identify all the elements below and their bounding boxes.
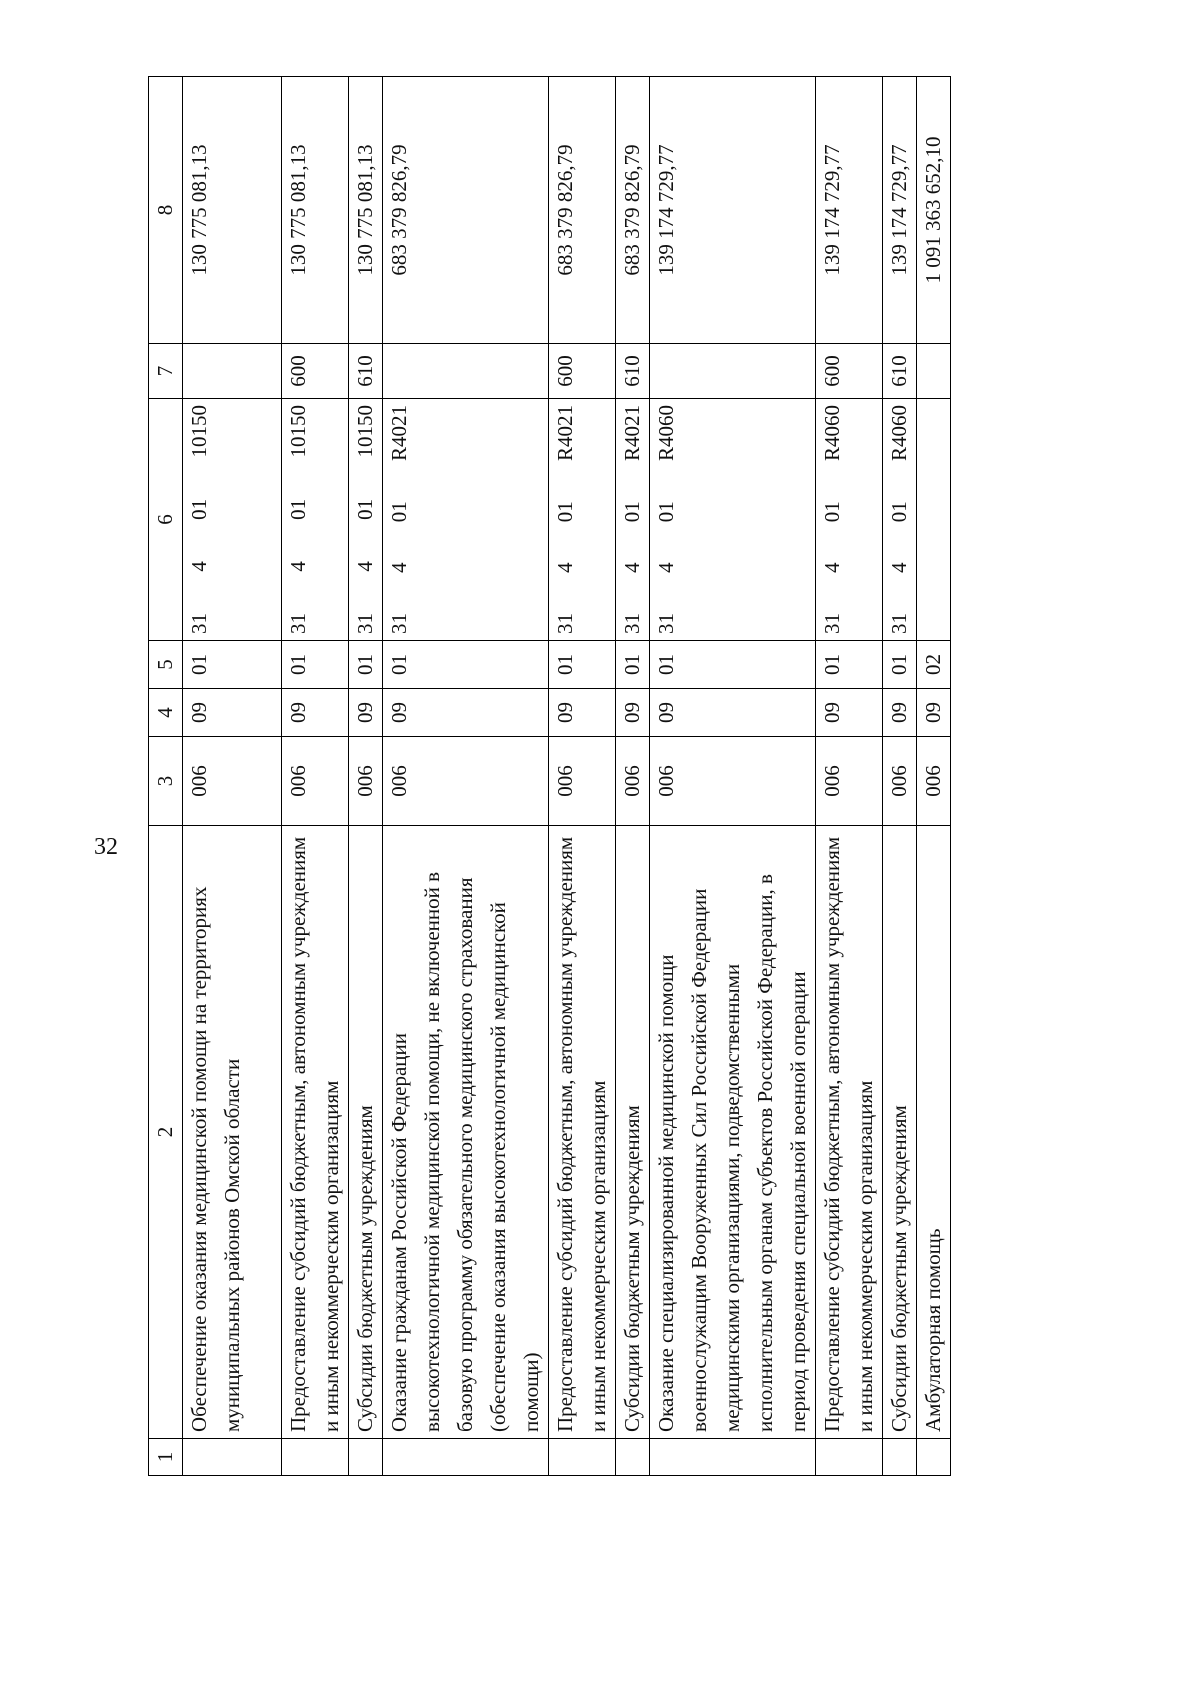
row-number-cell: [650, 1439, 816, 1476]
amount-cell: 139 174 729,77: [650, 77, 816, 344]
target-article-part: 31: [654, 613, 678, 634]
item-name-cell: Субсидии бюджетным учреждениям: [883, 826, 917, 1439]
expense-type-cell: 610: [349, 344, 383, 399]
table-row: [549, 77, 616, 1476]
target-article-part: 4: [286, 561, 310, 572]
target-article-cell: [282, 399, 349, 641]
header-cell: 4: [149, 689, 183, 737]
target-article-part: R4021: [387, 405, 411, 462]
target-article-part: 01: [553, 501, 577, 523]
table-row: [383, 77, 549, 1476]
target-article-part: 4: [654, 562, 678, 573]
target-article-part: 31: [820, 613, 844, 634]
target-article-part: 4: [620, 562, 644, 573]
row-number-cell: [549, 1439, 616, 1476]
expense-type-cell: [650, 344, 816, 399]
target-article-code: [383, 405, 416, 634]
expense-type-cell: [383, 344, 549, 399]
section-code-cell: 09: [917, 689, 951, 737]
target-article-part: R4021: [620, 405, 644, 462]
target-article-part: 31: [387, 613, 411, 634]
target-article-code: [616, 405, 649, 634]
subsection-code-cell: 02: [917, 641, 951, 689]
target-article-part: 31: [353, 613, 377, 634]
subsection-code-cell: 01: [183, 641, 282, 689]
ministry-code-cell: 006: [917, 737, 951, 826]
target-article-part: 31: [620, 613, 644, 634]
subsection-code-cell: 01: [349, 641, 383, 689]
section-code-cell: 09: [883, 689, 917, 737]
table-row: [282, 77, 349, 1476]
target-article-code: [549, 405, 582, 634]
section-code-cell: 09: [650, 689, 816, 737]
section-code-cell: 09: [549, 689, 616, 737]
target-article-code: [349, 405, 382, 634]
table-row: [883, 77, 917, 1476]
amount-cell: 130 775 081,13: [349, 77, 383, 344]
budget-table: [148, 76, 951, 1476]
target-article-part: 4: [887, 562, 911, 573]
row-number-cell: [282, 1439, 349, 1476]
subsection-code-cell: 01: [383, 641, 549, 689]
ministry-code-cell: 006: [282, 737, 349, 826]
target-article-part: 31: [553, 613, 577, 634]
row-number-cell: [917, 1439, 951, 1476]
target-article-part: 01: [187, 498, 211, 520]
table-row: [650, 77, 816, 1476]
table-row: [349, 77, 383, 1476]
amount-cell: 130 775 081,13: [282, 77, 349, 344]
ministry-code-cell: 006: [383, 737, 549, 826]
subsection-code-cell: 01: [616, 641, 650, 689]
target-article-part: 4: [387, 562, 411, 573]
ministry-code-cell: 006: [883, 737, 917, 826]
section-code-cell: 09: [183, 689, 282, 737]
item-name-cell: Оказание специализированной медицинской помощи военнослужащим Вооруженных Сил Российской Федерации медицинскими организациями, подведомственными исполнительным органам субъектов Российской Федерации, в период проведения специальной военной операции: [650, 826, 816, 1439]
expense-type-cell: [183, 344, 282, 399]
target-article-cell: [616, 399, 650, 641]
target-article-code: [183, 405, 216, 634]
target-article-part: 4: [187, 561, 211, 572]
target-article-part: 31: [286, 613, 310, 634]
item-name-cell: Обеспечение оказания медицинской помощи на территориях муниципальных районов Омской области: [183, 826, 282, 1439]
target-article-code: [816, 405, 849, 634]
amount-cell: 683 379 826,79: [383, 77, 549, 344]
target-article-part: R4021: [553, 405, 577, 462]
table-row: [616, 77, 650, 1476]
target-article-cell: [383, 399, 549, 641]
amount-cell: 130 775 081,13: [183, 77, 282, 344]
expense-type-cell: 600: [282, 344, 349, 399]
item-name-cell: Субсидии бюджетным учреждениям: [349, 826, 383, 1439]
ministry-code-cell: 006: [549, 737, 616, 826]
target-article-cell: [883, 399, 917, 641]
subsection-code-cell: 01: [816, 641, 883, 689]
target-article-part: 10150: [286, 405, 310, 458]
table-row: [183, 77, 282, 1476]
subsection-code-cell: 01: [549, 641, 616, 689]
target-article-part: 01: [654, 501, 678, 523]
header-cell: 6: [149, 399, 183, 641]
expense-type-cell: 610: [616, 344, 650, 399]
table-header-row: [149, 77, 183, 1476]
amount-cell: 1 091 363 652,10: [917, 77, 951, 344]
target-article-part: R4060: [820, 405, 844, 462]
header-cell: 7: [149, 344, 183, 399]
target-article-part: 01: [620, 501, 644, 523]
item-name-cell: Предоставление субсидий бюджетным, автономным учреждениям и иным некоммерческим организациям: [549, 826, 616, 1439]
target-article-part: 01: [887, 501, 911, 523]
target-article-cell: [549, 399, 616, 641]
target-article-part: 10150: [187, 405, 211, 458]
header-cell: 5: [149, 641, 183, 689]
item-name-cell: Субсидии бюджетным учреждениям: [616, 826, 650, 1439]
target-article-code: [883, 405, 916, 634]
table-row: [917, 77, 951, 1476]
target-article-part: R4060: [654, 405, 678, 462]
amount-cell: 139 174 729,77: [883, 77, 917, 344]
table-body: [183, 77, 951, 1476]
target-article-part: 10150: [353, 405, 377, 458]
ministry-code-cell: 006: [816, 737, 883, 826]
target-article-code: [282, 405, 315, 634]
table-row: [816, 77, 883, 1476]
target-article-part: 31: [887, 613, 911, 634]
target-article-cell: [650, 399, 816, 641]
target-article-cell: [183, 399, 282, 641]
target-article-cell: [917, 399, 951, 641]
row-number-cell: [183, 1439, 282, 1476]
row-number-cell: [383, 1439, 549, 1476]
target-article-part: 4: [553, 562, 577, 573]
section-code-cell: 09: [616, 689, 650, 737]
item-name-cell: Предоставление субсидий бюджетным, автономным учреждениям и иным некоммерческим организациям: [282, 826, 349, 1439]
section-code-cell: 09: [349, 689, 383, 737]
target-article-part: 01: [820, 501, 844, 523]
section-code-cell: 09: [816, 689, 883, 737]
amount-cell: 139 174 729,77: [816, 77, 883, 344]
subsection-code-cell: 01: [883, 641, 917, 689]
target-article-part: R4060: [887, 405, 911, 462]
header-cell: 8: [149, 77, 183, 344]
header-cell: 2: [149, 826, 183, 1439]
target-article-part: 01: [286, 498, 310, 520]
target-article-code: [650, 405, 683, 634]
ministry-code-cell: 006: [183, 737, 282, 826]
row-number-cell: [883, 1439, 917, 1476]
expense-type-cell: 600: [816, 344, 883, 399]
ministry-code-cell: 006: [650, 737, 816, 826]
target-article-cell: [816, 399, 883, 641]
target-article-part: 4: [820, 562, 844, 573]
subsection-code-cell: 01: [282, 641, 349, 689]
ministry-code-cell: 006: [616, 737, 650, 826]
subsection-code-cell: 01: [650, 641, 816, 689]
target-article-part: 01: [353, 498, 377, 520]
section-code-cell: 09: [383, 689, 549, 737]
target-article-part: 01: [387, 501, 411, 523]
row-number-cell: [349, 1439, 383, 1476]
target-article-cell: [349, 399, 383, 641]
expense-type-cell: 610: [883, 344, 917, 399]
expense-type-cell: 600: [549, 344, 616, 399]
item-name-cell: Предоставление субсидий бюджетным, автономным учреждениям и иным некоммерческим организациям: [816, 826, 883, 1439]
item-name-cell: Амбулаторная помощь: [917, 826, 951, 1439]
amount-cell: 683 379 826,79: [616, 77, 650, 344]
expense-type-cell: [917, 344, 951, 399]
item-name-cell: Оказание гражданам Российской Федерации высокотехнологичной медицинской помощи, не включенной в базовую программу обязательного медицинского страхования (обеспечение оказания высокотехнологичной медицинской помощи): [383, 826, 549, 1439]
amount-cell: 683 379 826,79: [549, 77, 616, 344]
row-number-cell: [616, 1439, 650, 1476]
header-cell: 1: [149, 1439, 183, 1476]
header-cell: 3: [149, 737, 183, 826]
target-article-part: 31: [187, 613, 211, 634]
ministry-code-cell: 006: [349, 737, 383, 826]
section-code-cell: 09: [282, 689, 349, 737]
page-number: 32: [94, 834, 118, 860]
rotated-table-wrapper: [148, 76, 1078, 1476]
target-article-part: 4: [353, 561, 377, 572]
row-number-cell: [816, 1439, 883, 1476]
